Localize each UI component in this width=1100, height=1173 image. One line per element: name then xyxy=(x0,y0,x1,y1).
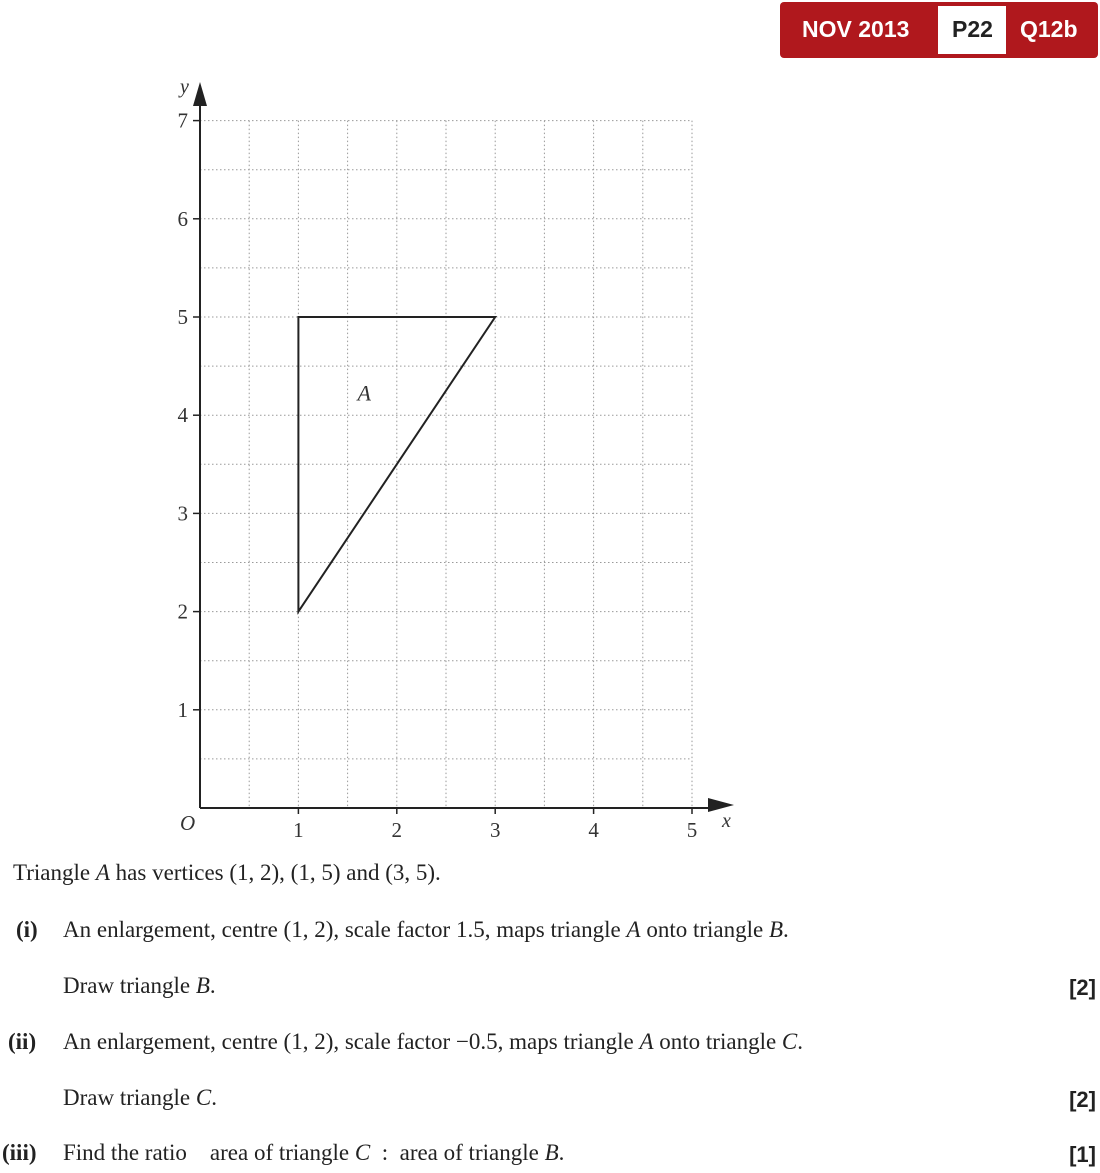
part-iii-text-c: . xyxy=(558,1140,565,1165)
x-tick-label: 3 xyxy=(489,818,501,842)
part-i-instruction-a: Draw triangle xyxy=(63,973,196,998)
x-tick-label: 4 xyxy=(588,818,599,842)
part-i-text-c: . xyxy=(783,917,789,942)
intro-sentence xyxy=(13,860,441,886)
part-iii-name-2: B xyxy=(544,1140,559,1165)
part-i-text-b: onto triangle xyxy=(640,917,769,942)
question-reference-badge xyxy=(780,2,1098,58)
y-tick-label: 7 xyxy=(177,108,188,133)
part-i-marks: [2] xyxy=(1069,975,1096,1000)
part-ii-instruction-b: . xyxy=(211,1085,217,1110)
part-ii-text-c: . xyxy=(797,1029,804,1054)
x-tick-label: 5 xyxy=(686,818,698,842)
origin-label: O xyxy=(180,811,196,835)
intro-suffix: has vertices (1, 2), (1, 5) and (3, 5). xyxy=(109,860,441,885)
y-axis-arrow-icon xyxy=(193,82,207,106)
triangle-a-label: A xyxy=(357,380,371,406)
grid-lines xyxy=(200,121,692,808)
part-ii-text-a: An enlargement, centre (1, 2), scale factor −0.5, maps triangle xyxy=(63,1029,640,1054)
question-label: Q12b xyxy=(1020,16,1078,42)
part-ii-instruction-a: Draw triangle xyxy=(63,1085,196,1110)
part-ii-name-2: C xyxy=(781,1029,798,1054)
y-tick-label: 6 xyxy=(177,206,188,231)
exam-session-label: NOV 2013 xyxy=(802,16,910,42)
y-tick-label: 2 xyxy=(177,599,188,624)
part-i-name-1: A xyxy=(626,917,641,942)
part-i-name-2: B xyxy=(768,917,784,942)
part-iii-statement xyxy=(63,1140,564,1166)
y-tick-label: 5 xyxy=(177,305,188,329)
part-iii-text-b: : area of triangle xyxy=(370,1140,545,1165)
axes xyxy=(193,82,734,812)
paper-label: P22 xyxy=(952,16,993,42)
part-iii-name-1: C xyxy=(354,1140,371,1165)
x-tick-label: 1 xyxy=(293,818,304,842)
intro-triangle-name: A xyxy=(95,860,110,885)
part-ii-name-1: A xyxy=(639,1029,654,1054)
x-tick-label: 2 xyxy=(391,818,403,842)
y-axis-label: y xyxy=(180,76,189,98)
part-ii-text-b: onto triangle xyxy=(653,1029,782,1054)
part-i-instruction-b: . xyxy=(209,973,216,998)
part-i-statement xyxy=(63,917,789,943)
y-tick-label: 1 xyxy=(177,697,188,722)
part-iii-text-a: Find the ratio area of triangle xyxy=(63,1140,355,1165)
part-ii-instruction xyxy=(63,1085,217,1111)
x-axis-label: x xyxy=(722,810,731,832)
coordinate-grid xyxy=(0,60,760,850)
part-i-instruction-name: B xyxy=(195,973,210,998)
part-iii-number: (iii) xyxy=(2,1140,37,1165)
y-tick-label: 3 xyxy=(177,501,188,526)
part-iii-marks: [1] xyxy=(1069,1142,1096,1167)
part-ii-marks: [2] xyxy=(1069,1087,1096,1112)
part-ii-number: (ii) xyxy=(8,1029,37,1054)
part-i-instruction xyxy=(63,973,216,999)
part-ii-statement xyxy=(63,1029,803,1055)
part-ii-instruction-name: C xyxy=(195,1085,212,1110)
y-tick-label: 4 xyxy=(177,403,188,428)
intro-prefix: Triangle xyxy=(13,860,96,885)
part-i-number: (i) xyxy=(16,917,38,942)
part-i-text-a: An enlargement, centre (1, 2), scale factor 1.5, maps triangle xyxy=(63,917,627,942)
